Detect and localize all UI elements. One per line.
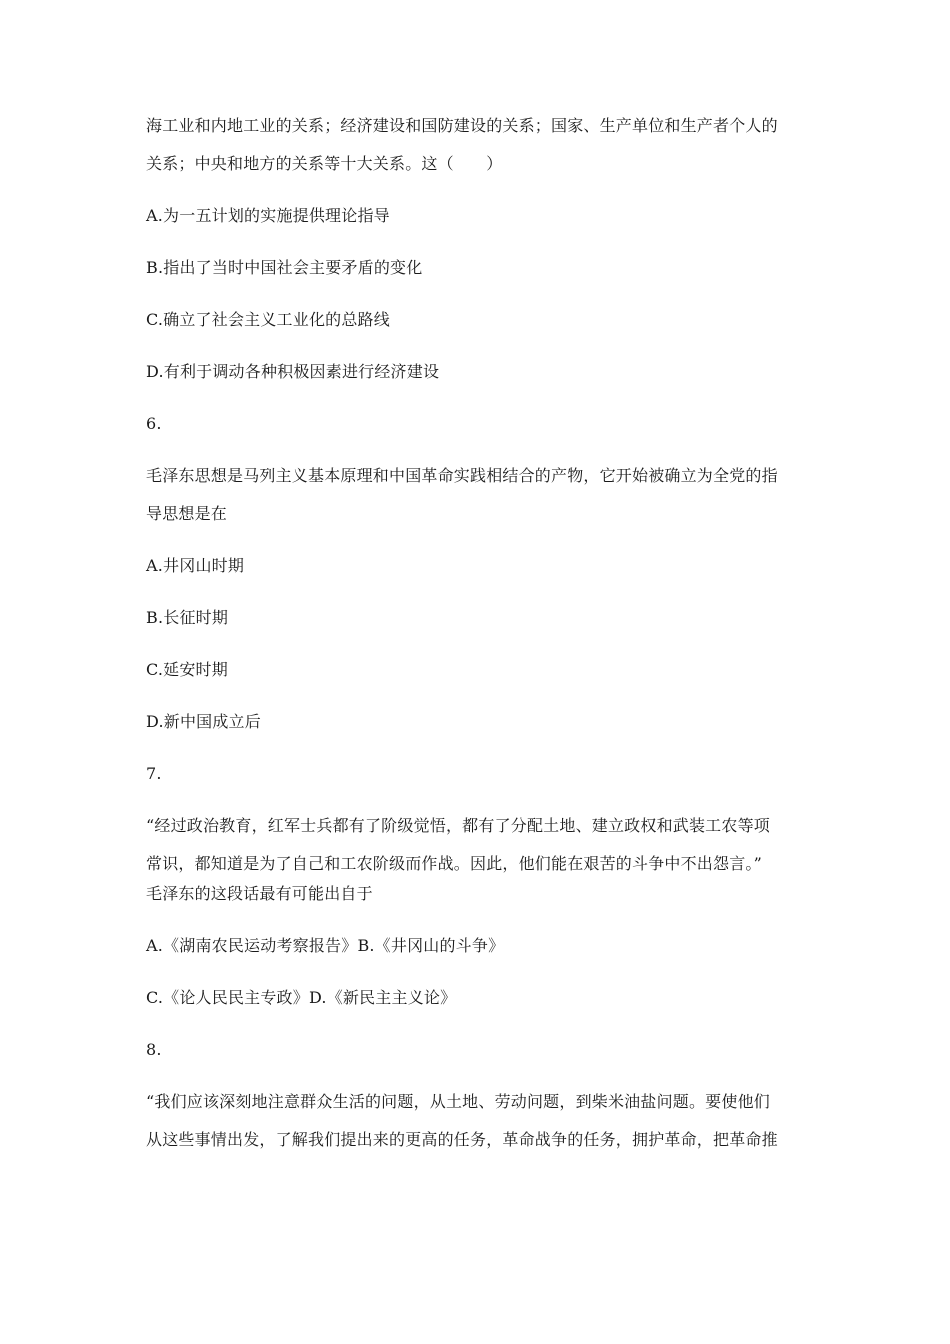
q7-stem-line-1: “经过政治教育，红军士兵都有了阶级觉悟，都有了分配土地、建立政权和武装工农等项 [146,816,770,835]
q6-option-b: B.长征时期 [146,608,229,627]
q6-stem-line-2: 导思想是在 [146,504,228,523]
q8-stem-line-2: 从这些事情出发，了解我们提出来的更高的任务，革命战争的任务，拥护革命，把革命推 [146,1130,778,1149]
q6-option-c: C.延安时期 [146,660,228,679]
q8-number: 8. [146,1040,162,1059]
q5-stem-line-1: 海工业和内地工业的关系；经济建设和国防建设的关系；国家、生产单位和生产者个人的 [146,116,778,135]
q8-stem-line-1: “我们应该深刻地注意群众生活的问题，从土地、劳动问题，到柴米油盐问题。要使他们 [146,1092,770,1111]
q5-option-a: A.为一五计划的实施提供理论指导 [146,206,390,225]
q5-option-c: C.确立了社会主义工业化的总路线 [146,310,390,329]
q7-number: 7. [146,764,162,783]
q6-stem-line-1: 毛泽东思想是马列主义基本原理和中国革命实践相结合的产物，它开始被确立为全党的指 [146,466,778,485]
q6-number: 6. [146,414,162,433]
q7-stem-line-2: 常识，都知道是为了自己和工农阶级而作战。因此，他们能在艰苦的斗争中不出怨言。” [146,854,762,873]
q7-option-ab: A.《湖南农民运动考察报告》B.《井冈山的斗争》 [146,936,505,955]
q5-option-b: B.指出了当时中国社会主要矛盾的变化 [146,258,423,277]
q5-option-d: D.有利于调动各种积极因素进行经济建设 [146,362,440,381]
document-page [146,114,810,1152]
q5-stem-line-2: 关系；中央和地方的关系等十大关系。这（ ） [146,154,503,173]
q6-option-a: A.井冈山时期 [146,556,245,575]
q7-stem-line-3: 毛泽东的这段话最有可能出自于 [146,884,373,903]
q7-option-cd: C.《论人民民主专政》D.《新民主主义论》 [146,988,457,1007]
q6-option-d: D.新中国成立后 [146,712,261,731]
